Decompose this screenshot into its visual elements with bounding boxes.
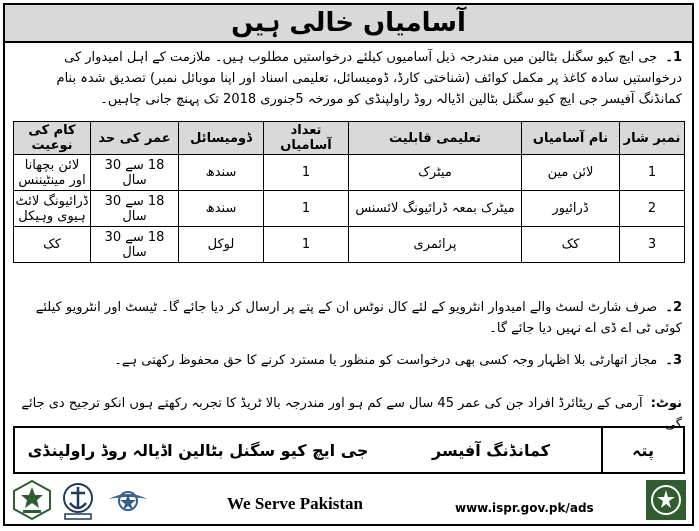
header-number-of-posts: تعداد آسامیاں xyxy=(264,122,349,155)
slogan: We Serve Pakistan xyxy=(227,494,363,513)
header-serial: نمبر شار xyxy=(620,122,685,155)
paragraph-3-number: 3۔ xyxy=(665,353,682,368)
ad-title: آسامیاں خالی ہیں xyxy=(231,8,466,38)
contact-address: جی ایچ کیو سگنل بٹالین اڈیالہ روڈ راولپنڈی xyxy=(27,440,369,460)
website-link[interactable]: www.ispr.gov.pk/ads xyxy=(455,501,594,515)
vacancies-table xyxy=(13,121,685,263)
contact-officer: کمانڈنگ آفیسر xyxy=(432,440,550,460)
paragraph-3-text: مجاز اتھارٹی بلا اظہار وجہ کسی بھی درخواست کو منظور یا مسترد کرنے کا حق محفوظ رکھتی ہے۔ xyxy=(114,353,658,368)
paragraph-2-text: صرف شارٹ لسٹ والے امیدوار انٹرویو کے لئے کال نوٹس ان کے پتے پر ارسال کر دیا جائے گا۔ ٹیسٹ اور انٹرویو کیلئے کوئی ٹی اے ڈی اے نہیں دیا جائے گا۔ xyxy=(35,300,682,336)
table-row xyxy=(14,155,685,191)
cell-job-nature: کک xyxy=(14,227,91,263)
cell-qualification: میٹرک بمعہ ڈرائیونگ لائسنس xyxy=(349,191,522,227)
cell-post-name: ڈرائیور xyxy=(522,191,620,227)
cell-age-limit: 18 سے 30 سال xyxy=(91,191,179,227)
navy-emblem-icon xyxy=(57,479,99,521)
note-text: آرمی کے ریٹائرڈ افراد جن کی عمر 45 سال سے کم ہو اور مندرجہ بالا ٹریڈ کا تجربہ رکھتے ہوں انکو ترجیح دی جائے گی۔ xyxy=(21,396,682,432)
header-job-nature: کام کی نوعیت xyxy=(14,122,91,155)
cell-qualification: پرائمری xyxy=(349,227,522,263)
paragraph-2-number: 2۔ xyxy=(665,300,682,315)
cell-post-name: لائن مین xyxy=(522,155,620,191)
header-qualification: تعلیمی قابلیت xyxy=(349,122,522,155)
note-label: نوٹ: xyxy=(650,396,682,411)
cell-domicile: سندھ xyxy=(179,155,264,191)
cell-age-limit: 18 سے 30 سال xyxy=(91,155,179,191)
cell-number-of-posts: 1 xyxy=(264,191,349,227)
paragraph-2 xyxy=(17,297,682,339)
header-domicile: ڈومیسائل xyxy=(179,122,264,155)
cell-domicile: لوکل xyxy=(179,227,264,263)
paragraph-3 xyxy=(17,350,682,371)
cell-serial: 2 xyxy=(620,191,685,227)
army-emblem-icon xyxy=(11,479,53,521)
table-row xyxy=(14,227,685,263)
contact-box xyxy=(13,426,685,474)
cell-job-nature: ڈرائیونگ لائٹ ہیوی وہیکل xyxy=(14,191,91,227)
title-bar xyxy=(5,5,692,43)
header-post-name: نام آسامیاں xyxy=(522,122,620,155)
cell-serial: 3 xyxy=(620,227,685,263)
paragraph-1-number: 1۔ xyxy=(665,50,682,65)
table-header-row xyxy=(14,122,685,155)
air-force-emblem-icon xyxy=(107,479,149,521)
advertisement-frame xyxy=(3,3,694,526)
header-age-limit: عمر کی حد xyxy=(91,122,179,155)
cell-domicile: سندھ xyxy=(179,191,264,227)
cell-serial: 1 xyxy=(620,155,685,191)
paragraph-1 xyxy=(17,47,682,110)
cell-number-of-posts: 1 xyxy=(264,155,349,191)
ispr-emblem-icon xyxy=(645,479,687,521)
footer xyxy=(5,477,692,524)
cell-job-nature: لائن بچھانا اور مینٹیننس xyxy=(14,155,91,191)
cell-number-of-posts: 1 xyxy=(264,227,349,263)
contact-label: پتہ xyxy=(601,428,683,472)
cell-age-limit: 18 سے 30 سال xyxy=(91,227,179,263)
cell-post-name: کک xyxy=(522,227,620,263)
paragraph-1-text: جی ایچ کیو سگنل بٹالین میں مندرجہ ذیل آسامیوں کیلئے درخواستیں مطلوب ہیں۔ ملازمت کے اہل امیدوار کی درخواستیں سادہ کاغذ پر مکمل کوائف (شناختی کارڈ، ڈومیسائل، تعلیمی اسناد اور اپنا موبائل نمبر) تصدیق شدہ بنام کمانڈنگ آفیسر جی ایچ کیو سگنل بٹالین اڈیالہ روڈ راولپنڈی کو مورخہ 5جنوری 2018 تک پہنچ جانی چاہیں۔ xyxy=(56,50,682,107)
cell-qualification: میٹرک xyxy=(349,155,522,191)
table-row xyxy=(14,191,685,227)
